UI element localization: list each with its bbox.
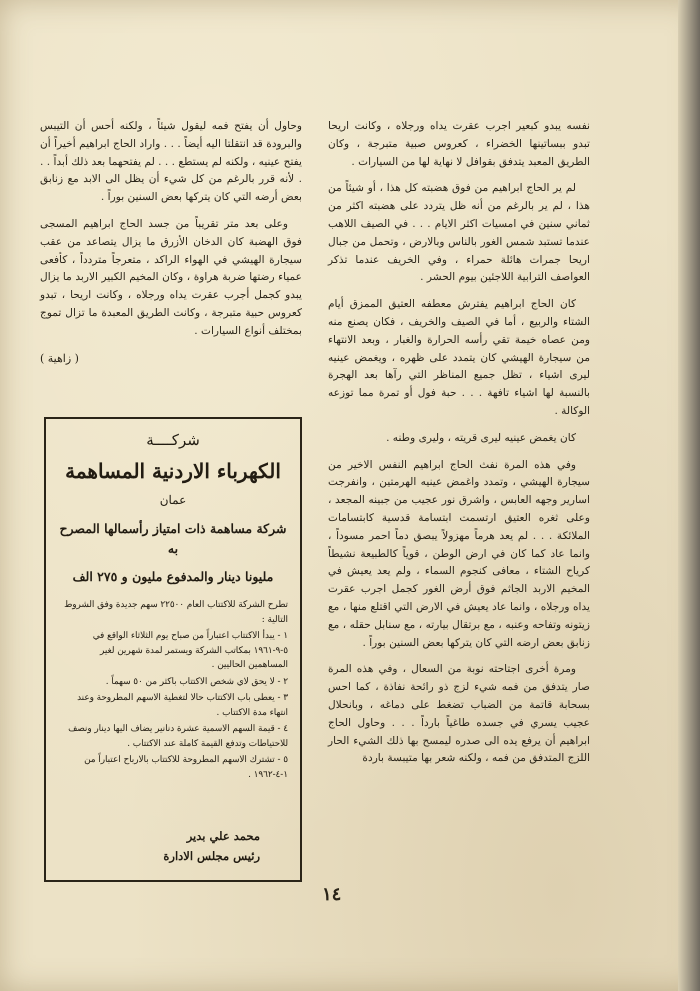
ad-company-word: شركــــة: [146, 431, 200, 449]
paragraph: كان يغمض عينيه ليرى قريته ، وليرى وطنه .: [386, 431, 576, 444]
author-signature: ( زاهية ): [40, 351, 79, 365]
paragraph: ومرة أخرى اجتاحته نوبة من السعال ، وفي هذه المرة صار يتدفق من فمه شيء لزج ذو رائحة نفاذة ، كما احس بسحابة قاتمة من الضباب تضغط على دماغه ، وبانحلال عجيب يسري في جسده طاغياً بارداً . . . وحاول الحاج ابراهيم أن يرفع يده الى صدره ليمسح بها ذلك الشيء الحار اللزج المتدفق من فمه ، ولكنه شعر بها متيبسة باردة: [328, 663, 590, 765]
ad-terms-intro: تطرح الشركة للاكتتاب العام ٢٢٥٠٠ سهم جديدة وفق الشروط التالية :: [64, 600, 288, 625]
right-text-column: [328, 118, 590, 777]
ad-chairman: [163, 826, 260, 866]
ad-term-item: ٥ - تشترك الاسهم المطروحة للاكتتاب بالارباح اعتباراً من ١-٤-١٩٦٢ .: [84, 755, 288, 780]
ad-chairman-title: رئيس مجلس الادارة: [163, 849, 260, 863]
electricity-company-advertisement: [44, 417, 302, 882]
ad-capital: مليونا دينار والمدفوع مليون و ٢٧٥ الف: [72, 569, 274, 584]
ad-city: عمان: [159, 493, 187, 507]
ad-terms: [58, 598, 288, 782]
ad-term-item: ٤ - قيمة السهم الاسمية عشرة دنانير يضاف اليها دينار ونصف للاحتياطات وتدفع القيمة كاملة عند الاكتتاب .: [68, 724, 288, 749]
ad-company-type: شركة مساهمة ذات امتياز رأسمالها المصرح به: [59, 521, 287, 556]
ad-term-item: ٢ - لا يحق لاي شخص الاكتتاب باكثر من ٥٠ سهماً .: [105, 676, 288, 687]
paragraph: لم ير الحاج ابراهيم من فوق هضبته كل هذا ، أو شيئاً من هذا ، لم ير بالرغم من أنه ظل يتردد على هضبته اكثر من ثماني سنين في امسيات اكثر الايام . . . في الصيف اللاهب عندما تستبد شمس الغور بالناس وبالارض ، وتحمل من جبال اريحا جمرات هائلة حمراء ، وفي الخريف عندما تذكر العواصف الترابية اللاجئين بيوم الحشر .: [328, 182, 590, 284]
paragraph: نفسه يبدو كبعير اجرب عقرت يداه ورجلاه ، وكانت اريحا تبدو ببساتينها الخضراء ، كعروس صبية متبرجة ، وكان الطريق المعبد يتدفق بقوافل لا نهاية لها من السيارات .: [328, 120, 590, 168]
ad-term-item: ٣ - يعطى باب الاكتتاب حالا لتغطية الاسهم المطروحة وعند انتهاء مدة الاكتتاب .: [77, 693, 288, 718]
page-number: ١٤: [322, 884, 342, 905]
ad-term-item: ١ - يبدأ الاكتتاب اعتباراً من صباح يوم الثلاثاء الواقع في ٥-٩-١٩٦١ بمكاتب الشركة ويستمر لمدة شهرين لغير المساهمين الحاليين .: [92, 631, 288, 670]
page-edge: [678, 0, 700, 991]
ad-company-name: الكهرباء الاردنية المساهمة: [65, 459, 281, 483]
ad-chairman-name: محمد علي بدير: [186, 829, 260, 843]
paragraph: وحاول أن يفتح فمه ليقول شيئاً ، ولكنه أحس أن التيبس والبرودة قد انتقلتا اليه أيضاً . . . واراد الحاج ابراهيم أخيراً أن يفتح عينيه ، ولكنه لم يستطع . . . لم يفتحهما بعد ذلك أبداً . . . لأنه قرر بالرغم من كل شيء أن يظل الى الابد مع زنابق بعض أرضه التي كان يتركها بعض السنين بوراً .: [40, 120, 302, 204]
paragraph: وعلى بعد متر تقريباً من جسد الحاج ابراهيم المسجى فوق الهضبة كان الدخان الأزرق ما يزال يتصاعد من عقب سيجارة الهيشي في الهواء الراكد ، متعرجاً متردداً ، كأفعى عمياء رضتها ضربة هراوة ، وكان المخيم الكبير الاربد ما يزال يبدو كجمل أجرب عقرت يداه ورجلاه ، وكانت اريحا ، تبدو كعروس حبية متبرجة ، وكانت الطريق المعبدة ما تزال تموج بمختلف أنواع السيارات .: [40, 217, 302, 337]
paragraph: كان الحاج ابراهيم يفترش معطفه العتيق الممزق أيام الشتاء والربيع ، أما في الصيف والخريف ، فكان يصنع منه ومن عصاه خيمة تقي رأسه الحرارة والغبار ، وبعد الانتهاء من سيجارة الهيشي كان يتمدد على ظهره ، ويغمض عينيه ليرى اشياء ، تظل جميع المناظر التي رآها بعد الهجرة بالنسبة لها اشياء تافهة . . . حبة فول أو تمرة مما توزعه الوكالة .: [328, 298, 590, 417]
left-text-column: [40, 118, 302, 367]
paragraph: وفي هذه المرة نفث الحاج ابراهيم النفس الاخير من سيجارة الهيشي ، وتمدد واغمض عينيه الهرمتين ، وانفرجت اسارير وجهه العابس ، واشرق نور عجيب من جبينه المجعد ، وعلى ثغره العتيق ارتسمت ابتسامة قدسية كابتسامات الملائكة . . . لم يعد هرماً مهزولاً يبصق دماً احمر مسوداً ، وانما عاد كما كان في ارض الوطن ، قوياً كالطبيعة نشيطاً كرياح الشتاء ، معافى كنجوم السماء ، ولم يعد يعيش في المخيم الاربد الجاثم فوق أرض الغور كجمل اجرب عقرت يداه ورجلاه ، وانما عاد يعيش في الارض التي اقتلع منها ، مع زيتونه وتفاحه وعنبه ، مع برتقال بيارته ، مع سنابل حقله ، مع زنابق بعض ارضه التي كان يتركها بعض السنين بوراً .: [328, 458, 590, 649]
